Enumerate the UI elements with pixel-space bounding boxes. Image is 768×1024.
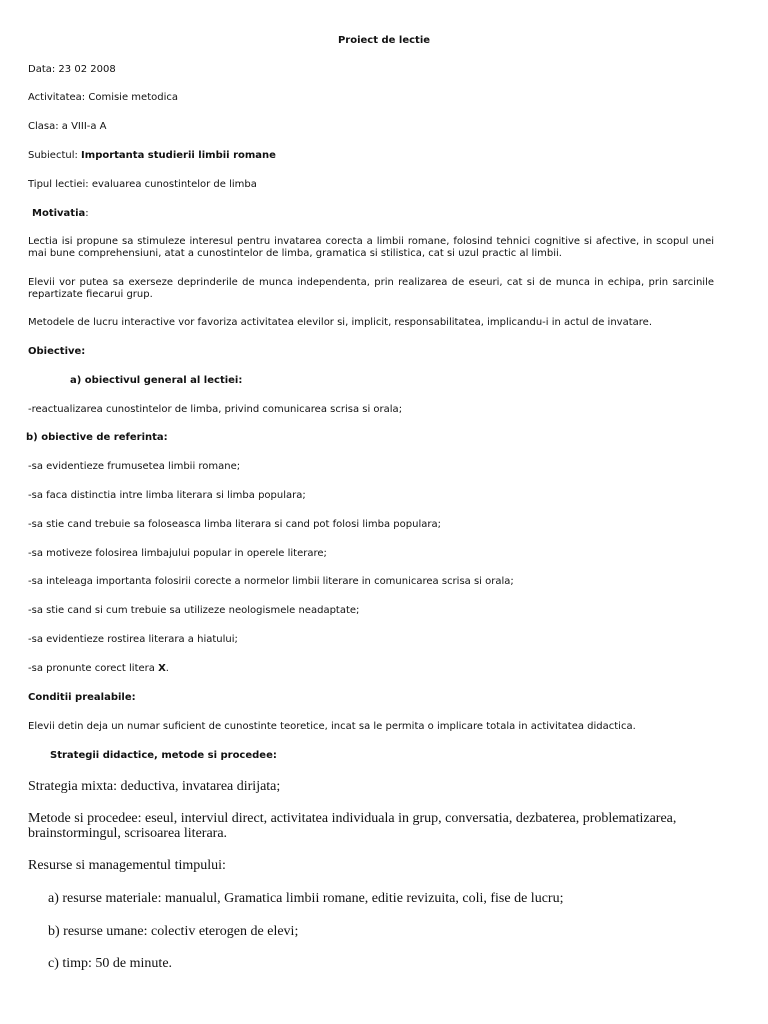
metode-text-line1: Metode si procedee: eseul, interviul direct, activitatea individuala in grup, conversatia, dezbaterea, problematizarea, (28, 811, 677, 826)
obiective-referinta-heading: b) obiective de referinta: (26, 432, 168, 443)
field-subiectul (28, 150, 714, 162)
motivatia-heading-colon: : (85, 208, 89, 219)
resurse-item: c) timp: 50 de minute. (48, 956, 173, 971)
list-item: -sa stie cand trebuie sa foloseasca limba literara si cand pot folosi limba populara; (28, 519, 441, 530)
motivatia-paragraph: Lectia isi propune sa stimuleze interesul pentru invatarea corecta a limbii romane, folosind tehnici cognitive si afective, in scopul unei mai bune comprehensiuni, atat a cunostintelor de limba, gramatica si stilistica, cat si uzul practic al limbii. (28, 236, 714, 259)
field-activitatea: Activitatea: Comisie metodica (28, 92, 178, 103)
list-item (28, 663, 714, 675)
obiective-heading: Obiective: (28, 346, 86, 357)
strategii-heading: Strategii didactice, metode si procedee: (50, 750, 277, 761)
motivatia-heading-text: Motivatia (32, 208, 86, 219)
list-item: -sa evidentieze rostirea literara a hiatului; (28, 634, 238, 645)
motivatia-paragraph: Metodele de lucru interactive vor favoriza activitatea elevilor si, implicit, responsabilitatea, implicandu-i in actul de invatare. (28, 317, 652, 328)
conditii-text: Elevii detin deja un numar suficient de cunostinte teoretice, incat sa le permita o implicare totala in activitatea didactica. (28, 721, 636, 732)
list-item-letter: X (158, 663, 166, 674)
resurse-heading: Resurse si managementul timpului: (28, 858, 226, 873)
field-tipul-lectiei: Tipul lectiei: evaluarea cunostintelor de limba (28, 179, 257, 190)
obiectiv-general-item: -reactualizarea cunostintelor de limba, privind comunicarea scrisa si orala; (28, 404, 403, 415)
conditii-heading: Conditii prealabile: (28, 692, 136, 703)
motivatia-heading (32, 208, 714, 220)
list-item: -sa inteleaga importanta folosirii corecte a normelor limbii literare in comunicarea scrisa si orala; (28, 576, 514, 587)
field-clasa: Clasa: a VIII-a A (28, 121, 107, 132)
metode-text-line2: brainstormingul, scrisoarea literara. (28, 826, 228, 841)
field-subiectul-value: Importanta studierii limbii romane (81, 150, 276, 161)
obiectiv-general-heading: a) obiectivul general al lectiei: (70, 375, 243, 386)
resurse-item: a) resurse materiale: manualul, Gramatica limbii romane, editie revizuita, coli, fise de lucru; (48, 891, 564, 906)
motivatia-paragraph: Elevii vor putea sa exerseze deprinderile de munca independenta, prin realizarea de eseuri, cat si de munca in echipa, prin sarcinile repartizate fiecarui grup. (28, 277, 714, 300)
list-item: -sa faca distinctia intre limba literara si limba populara; (28, 490, 306, 501)
list-item-prefix: -sa pronunte corect litera (28, 663, 159, 674)
document-title: Proiect de lectie (337, 35, 431, 46)
list-item-suffix: . (165, 663, 169, 674)
strategia-text: Strategia mixta: deductiva, invatarea dirijata; (28, 779, 281, 794)
field-subiectul-label: Subiectul: (28, 150, 82, 161)
list-item: -sa evidentieze frumusetea limbii romane; (28, 461, 241, 472)
list-item: -sa stie cand si cum trebuie sa utilizeze neologismele neadaptate; (28, 605, 360, 616)
resurse-item: b) resurse umane: colectiv eterogen de elevi; (48, 924, 299, 939)
field-data: Data: 23 02 2008 (28, 64, 116, 75)
list-item: -sa motiveze folosirea limbajului popular in operele literare; (28, 548, 327, 559)
